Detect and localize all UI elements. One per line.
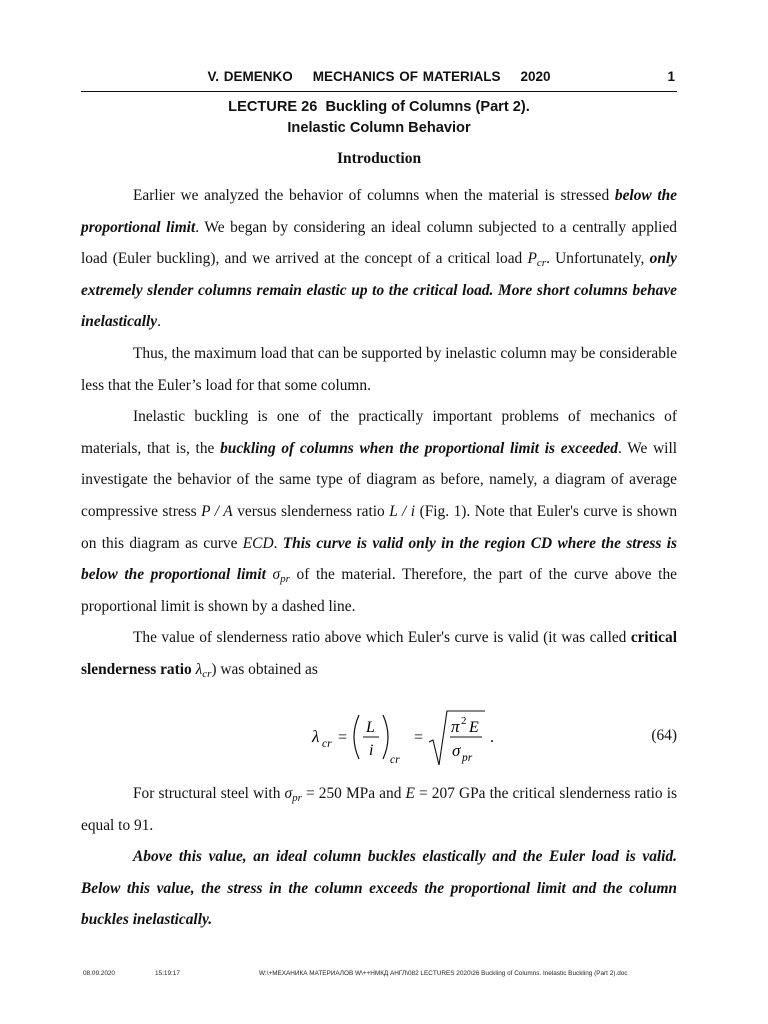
eq-E: E	[469, 719, 479, 736]
symbol-pcr: $P_{cr}$	[527, 250, 547, 270]
paragraph-4	[81, 622, 677, 685]
header-title	[81, 69, 677, 84]
text-run: = 250 MPa and	[301, 785, 406, 802]
text-run: . We began by considering an ideal column subjected to a centrally applied load (Euler buckling), and we arrived at the concept of a critical load	[81, 218, 677, 268]
footer-time: 15:19:17	[155, 970, 180, 977]
text-run: versus slenderness ratio	[232, 502, 390, 520]
header-year: 2020	[520, 69, 551, 84]
page-number: 1	[667, 69, 675, 84]
text-run: of the material. Therefore, the part of the curve above the proportional limit is shown by a dashed line.	[81, 566, 677, 615]
body-text	[81, 180, 677, 686]
text-run: ) was obtained as	[211, 660, 318, 678]
symbol-p-over-a: P / A	[201, 502, 233, 520]
text-run: . Unfortunately,	[546, 250, 650, 268]
eq-sigma: σ	[452, 741, 461, 760]
eq-square: 2	[461, 715, 467, 727]
page-header	[81, 69, 677, 92]
header-course: MECHANICS OF MATERIALS	[312, 69, 501, 84]
symbol-e: E	[405, 785, 415, 802]
symbol-sigma-pr: $\sigma_{pr}$	[272, 566, 290, 586]
eq-lambda-sub: cr	[322, 738, 332, 750]
section-heading: Introduction	[336, 150, 422, 167]
equation-64	[81, 705, 677, 775]
emphasis: This curve is valid only in the region CD where the stress is below the proportional limit	[81, 534, 677, 584]
eq-equals-1: =	[338, 729, 348, 746]
symbol-sigma-pr: $\sigma_{pr}$	[284, 785, 302, 804]
body-text-continued	[81, 778, 677, 936]
eq-sigma-sub: pr	[462, 752, 473, 764]
equation-number: (64)	[651, 727, 677, 744]
eq-equals-2: =	[414, 729, 424, 746]
lecture-title	[81, 97, 677, 139]
paragraph-5	[81, 778, 677, 841]
page-footer	[83, 970, 679, 984]
symbol-ecd: ECD	[242, 534, 274, 552]
lecture-title-line2: Inelastic Column Behavior	[287, 120, 471, 136]
paragraph-1	[81, 180, 677, 338]
eq-pi: π	[451, 717, 460, 736]
header-author: V. DEMENKO	[207, 69, 293, 84]
text-run: = 207 GPa the critical slenderness ratio is equal to 91.	[81, 785, 677, 834]
text-run: The value of slenderness ratio above which Euler's curve is valid (it was called	[133, 629, 631, 647]
paragraph-3	[81, 401, 677, 622]
emphasis: buckling of columns when the proportional limit is exceeded	[220, 439, 618, 457]
eq-paren-sub: cr	[390, 754, 400, 766]
eq-i: i	[369, 742, 374, 759]
equation-formula	[81, 705, 677, 775]
emphasis: only extremely slender columns remain elastic up to the critical load. More short columns behave inelastically	[81, 250, 677, 331]
text-run: For structural steel with	[133, 785, 285, 802]
text-run: Inelastic buckling is one of the practically important problems of mechanics of materials, that is, the	[81, 408, 677, 457]
eq-dot: .	[490, 729, 494, 746]
text-run: (Fig. 1). Note that Euler's curve is shown on this diagram as curve	[81, 502, 678, 552]
text-run: Earlier we analyzed the behavior of columns when the material is stressed	[133, 187, 615, 204]
emphasis: critical slenderness ratio	[81, 629, 677, 678]
eq-right-paren	[383, 715, 388, 759]
paragraph-6: Above this value, an ideal column buckles elastically and the Euler load is valid. Below this value, the stress in the column exceeds the proportional limit and the column buckles inelastically.	[81, 848, 677, 929]
eq-lambda: λ	[312, 727, 320, 746]
eq-left-paren	[354, 715, 359, 759]
eq-L: L	[366, 719, 375, 736]
symbol-lambda-cr: $\lambda_{cr}$	[195, 660, 212, 680]
emphasis: below the proportional limit	[81, 187, 678, 236]
symbol-l-over-i: L / i	[389, 502, 416, 520]
paragraph-2: Thus, the maximum load that can be supported by inelastic column may be considerable less that the Euler’s load for that some column.	[81, 344, 677, 394]
lecture-title-line1: LECTURE 26 Buckling of Columns (Part 2).	[228, 99, 530, 115]
footer-path: W:\+МЕХАНИКА МАТЕРИАЛОВ W\++НМКД АНГЛ\082 LECTURES 2020\26 Buckling of Columns. Inelastic Buckling (Part 2).doc	[259, 970, 628, 977]
text-run: .	[157, 313, 161, 331]
footer-date: 08.09.2020	[83, 970, 115, 977]
text-run: .	[273, 534, 283, 552]
text-run: . We will investigate the behavior of the same type of diagram as before, namely, a diagram of average compressive stress	[81, 439, 678, 520]
